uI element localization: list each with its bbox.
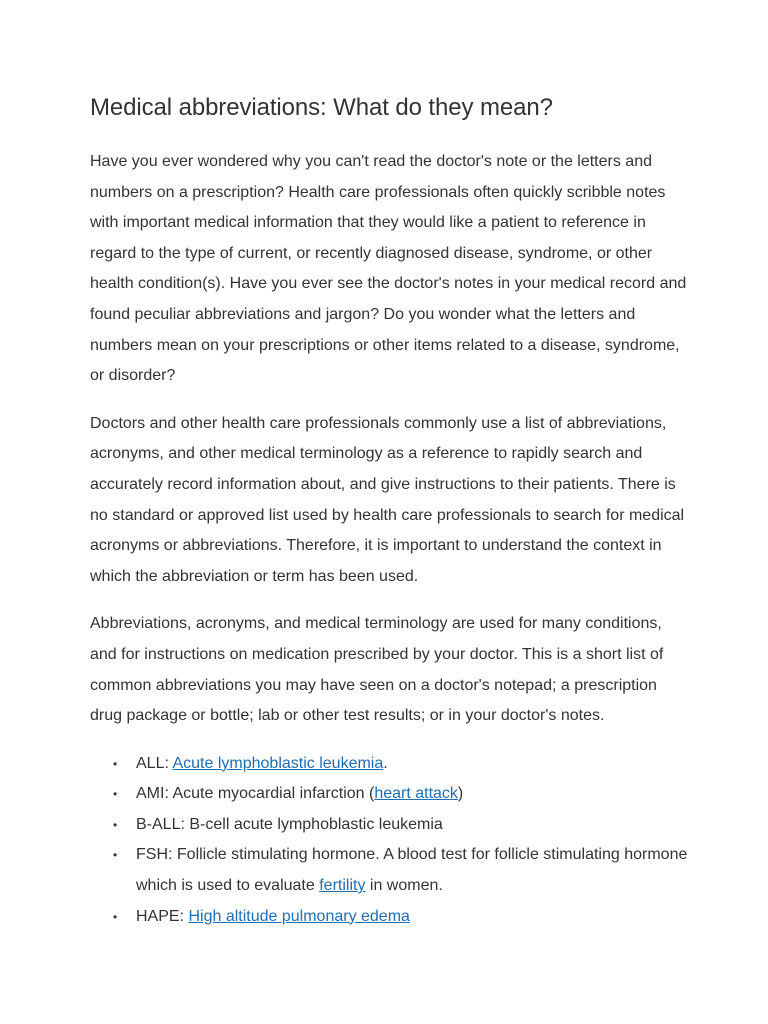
list-item-text: FSH: Follicle stimulating hormone. A blood test for follicle stimulating hormone which is used to evaluate bbox=[136, 846, 688, 895]
bullet-icon: • bbox=[113, 848, 118, 863]
bullet-icon: • bbox=[113, 756, 118, 771]
list-item-b-all bbox=[113, 810, 690, 841]
list-item-hape bbox=[113, 902, 690, 933]
abbreviation-list bbox=[90, 749, 690, 933]
page-title: Medical abbreviations: What do they mean? bbox=[90, 94, 553, 121]
article bbox=[90, 91, 690, 932]
list-item-text: ALL: bbox=[136, 754, 173, 772]
context-paragraph: Doctors and other health care professionals commonly use a list of abbreviations, acronyms, and other medical terminology as a reference to rapidly search and accurately record information about, and give instructions to their patients. There is no standard or approved list used by health care professionals to search for medical acronyms or abbreviations. Therefore, it is important to understand the context in which the abbreviation or term has been used. bbox=[90, 414, 685, 585]
list-item-fsh bbox=[113, 840, 690, 901]
link-high-altitude-pulmonary-edema[interactable]: High altitude pulmonary edema bbox=[188, 907, 410, 925]
list-item-ami bbox=[113, 779, 690, 810]
list-item-suffix: . bbox=[383, 754, 388, 772]
list-item-all bbox=[113, 749, 690, 780]
intro-paragraph: Have you ever wondered why you can't read the doctor's note or the letters and numbers on a prescription? Health care professionals often quickly scribble notes with important medical information that they would like a patient to reference in regard to the type of current, or recently diagnosed disease, syndrome, or other health condition(s). Have you ever see the doctor's notes in your medical record and found peculiar abbreviations and jargon? Do you wonder what the letters and numbers mean on your prescriptions or other items related to a disease, syndrome, or disorder? bbox=[90, 153, 687, 385]
link-fertility[interactable]: fertility bbox=[319, 877, 366, 895]
list-item-text: HAPE: bbox=[136, 907, 189, 925]
list-item-suffix: in women. bbox=[365, 877, 443, 895]
bullet-icon: • bbox=[113, 909, 118, 924]
bullet-icon: • bbox=[113, 787, 118, 802]
list-intro-paragraph: Abbreviations, acronyms, and medical terminology are used for many conditions, and for instructions on medication prescribed by your doctor. This is a short list of common abbreviations you may have seen on a doctor's notepad; a prescription drug package or bottle; lab or other test results; or in your doctor's notes. bbox=[90, 615, 664, 725]
link-acute-lymphoblastic-leukemia[interactable]: Acute lymphoblastic leukemia bbox=[172, 754, 384, 772]
bullet-icon: • bbox=[113, 817, 118, 832]
list-item-text: B-ALL: B-cell acute lymphoblastic leukemia bbox=[136, 815, 443, 833]
list-item-text: AMI: Acute myocardial infarction ( bbox=[136, 785, 375, 803]
list-item-suffix: ) bbox=[457, 785, 464, 803]
link-heart-attack[interactable]: heart attack bbox=[374, 785, 458, 803]
